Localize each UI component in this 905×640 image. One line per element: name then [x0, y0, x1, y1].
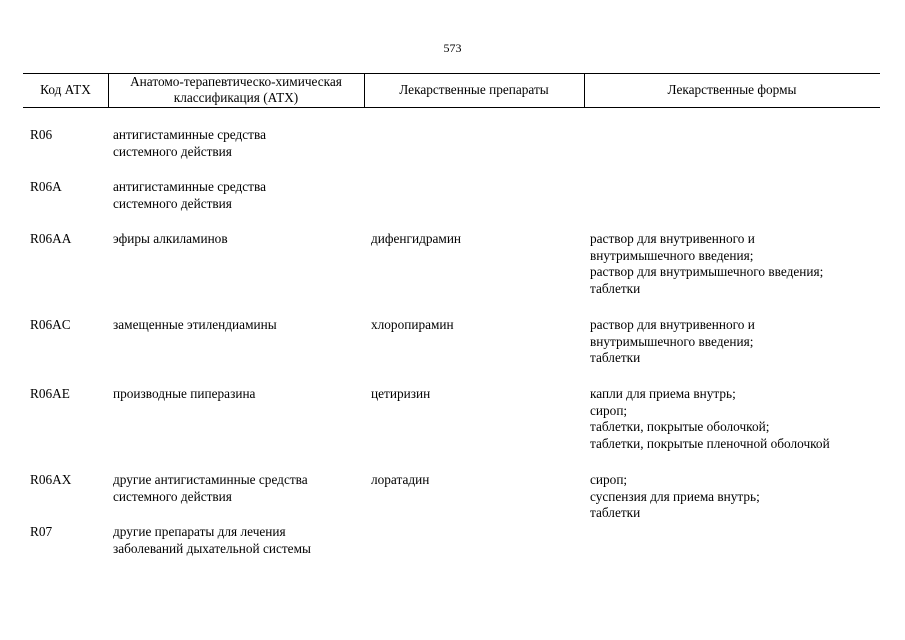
- atc-code: R06A: [30, 179, 62, 194]
- atc-code: R06AC: [30, 317, 71, 332]
- atc-classification: другие антигистаминные средства системного действия: [113, 472, 308, 504]
- atc-classification: антигистаминные средства системного действия: [113, 179, 266, 211]
- dosage-forms: капли для приема внутрь; сироп; таблетки, покрытые оболочкой; таблетки, покрытые пленочной оболочкой: [590, 386, 830, 451]
- drug-name: хлоропирамин: [371, 317, 454, 332]
- table-header-bottom-rule: [23, 107, 880, 108]
- atc-classification: эфиры алкиламинов: [113, 231, 228, 246]
- drug-name: цетиризин: [371, 386, 431, 401]
- drug-name: дифенгидрамин: [371, 231, 462, 246]
- dosage-forms: раствор для внутривенного и внутримышечного введения; раствор для внутримышечного введения; таблетки: [590, 231, 824, 296]
- atc-code: R06AE: [30, 386, 70, 401]
- atc-code: R06AX: [30, 472, 72, 487]
- atc-classification: антигистаминные средства системного действия: [113, 127, 266, 159]
- header-code: Код АТХ: [40, 81, 91, 97]
- page-number: 573: [443, 41, 462, 55]
- atc-code: R07: [30, 524, 53, 539]
- header-classification: Анатомо-терапевтическо-химическая классификация (АТХ): [130, 73, 342, 105]
- atc-classification: другие препараты для лечения заболеваний дыхательной системы: [113, 524, 311, 556]
- dosage-forms: сироп; суспензия для приема внутрь; таблетки: [590, 472, 760, 520]
- dosage-forms: раствор для внутривенного и внутримышечного введения; таблетки: [590, 317, 755, 365]
- header-drugs: Лекарственные препараты: [399, 81, 549, 97]
- atc-classification: производные пиперазина: [113, 386, 256, 401]
- drug-name: лоратадин: [371, 472, 430, 487]
- atc-code: R06: [30, 127, 53, 142]
- header-forms: Лекарственные формы: [667, 81, 797, 97]
- atc-code: R06AA: [30, 231, 72, 246]
- atc-classification: замещенные этилендиамины: [113, 317, 277, 332]
